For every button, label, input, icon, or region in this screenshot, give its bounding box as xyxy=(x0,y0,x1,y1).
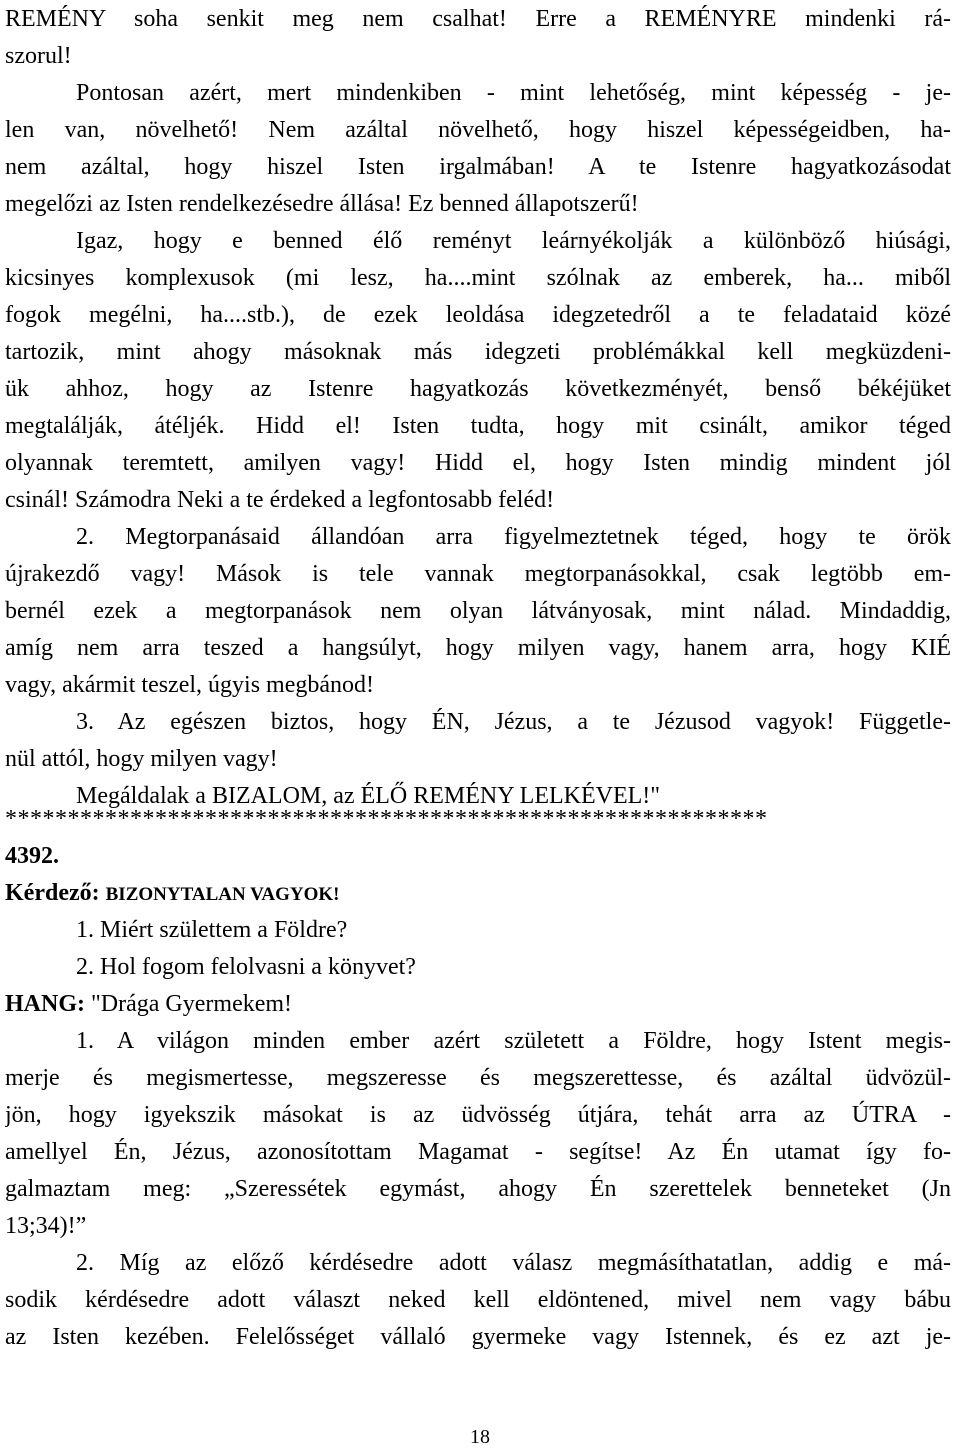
text-line: galmaztam meg: „Szeressétek egymást, ahogy Én szerettelek benneteket (Jn xyxy=(5,1176,951,1202)
voice-line xyxy=(5,986,951,1023)
text-line: jön, hogy igyekszik másokat is az üdvösség útjára, tehát arra az ÚTRA - xyxy=(5,1102,951,1128)
text-line: bernél ezek a megtorpanások nem olyan látványosak, mint nálad. Mindaddig, xyxy=(5,598,951,624)
text-line: amíg nem arra teszed a hangsúlyt, hogy milyen vagy, hanem arra, hogy KIÉ xyxy=(5,635,951,661)
text-line: Igaz, hogy e benned élő reményt leárnyékolják a különböző hiúsági, xyxy=(76,228,951,254)
text-line: megtalálják, átéljék. Hidd el! Isten tudta, hogy mit csinált, amikor téged xyxy=(5,413,951,439)
separator-stars: ************************************************************* xyxy=(5,806,768,832)
text-line: megelőzi az Isten rendelkezésedre állása! Ez benned állapotszerű! xyxy=(5,191,639,217)
questioner-line xyxy=(5,875,951,912)
text-line: Pontosan azért, mert mindenkiben - mint lehetőség, mint képesség - je- xyxy=(76,80,951,106)
text-line: 1. A világon minden ember azért született a Földre, hogy Istent megis- xyxy=(76,1028,951,1054)
voice-greeting: "Drága Gyermekem! xyxy=(91,991,293,1017)
text-line: az Isten kezében. Felelősséget vállaló gyermeke vagy Istennek, és ez azt je- xyxy=(5,1324,951,1350)
page-number: 18 xyxy=(470,1426,490,1448)
questioner-label: Kérdező: xyxy=(5,880,100,906)
text-line: nül attól, hogy milyen vagy! xyxy=(5,746,278,772)
text-line: olyannak teremtett, amilyen vagy! Hidd el, hogy Isten mindig mindent jól xyxy=(5,450,951,476)
text-line: 3. Az egészen biztos, hogy ÉN, Jézus, a te Jézusod vagyok! Függetle- xyxy=(76,709,951,735)
text-line: len van, növelhető! Nem azáltal növelhető, hogy hiszel képességeidben, ha- xyxy=(5,117,951,143)
text-line: nem azáltal, hogy hiszel Isten irgalmában! A te Istenre hagyatkozásodat xyxy=(5,154,951,180)
text-line: szorul! xyxy=(5,43,72,69)
text-line: sodik kérdésedre adott választ neked kell eldöntened, mivel nem vagy bábu xyxy=(5,1287,951,1313)
text-line: kicsinyes komplexusok (mi lesz, ha....mint szólnak az emberek, ha... miből xyxy=(5,265,951,291)
text-line: Megáldalak a BIZALOM, az ÉLŐ REMÉNY LELKÉVEL!" xyxy=(76,783,661,809)
text-line: vagy, akármit teszel, úgyis megbánod! xyxy=(5,672,374,698)
text-line: 2. Megtorpanásaid állandóan arra figyelmeztetnek téged, hogy te örök xyxy=(76,524,951,550)
text-line: újrakezdő vagy! Mások is tele vannak megtorpanásokkal, csak legtöbb em- xyxy=(5,561,951,587)
text-line: tartozik, mint ahogy másoknak más idegzeti problémákkal kell megküzdeni- xyxy=(5,339,951,365)
message-number: 4392. xyxy=(5,843,59,869)
voice-label: HANG: xyxy=(5,991,85,1017)
text-line: REMÉNY soha senkit meg nem csalhat! Erre a REMÉNYRE mindenki rá- xyxy=(5,6,951,32)
text-line: fogok megélni, ha....stb.), de ezek leoldása idegzetedről a te feladataid közé xyxy=(5,302,951,328)
text-line: csinál! Számodra Neki a te érdeked a legfontosabb feléd! xyxy=(5,487,555,513)
text-line: merje és megismertesse, megszeresse és megszerettesse, és azáltal üdvözül- xyxy=(5,1065,951,1091)
text-line: amellyel Én, Jézus, azonosítottam Magamat - segítse! Az Én utamat így fo- xyxy=(5,1139,951,1165)
question-item: 1. Miért születtem a Földre? xyxy=(76,917,348,943)
text-line: 13;34)!” xyxy=(5,1213,87,1239)
questioner-title: BIZONYTALAN VAGYOK! xyxy=(105,884,340,905)
text-line: 2. Míg az előző kérdésedre adott válasz megmásíthatatlan, addig e má- xyxy=(76,1250,951,1276)
text-line: ük ahhoz, hogy az Istenre hagyatkozás következményét, benső békéjüket xyxy=(5,376,951,402)
question-item: 2. Hol fogom felolvasni a könyvet? xyxy=(76,954,416,980)
